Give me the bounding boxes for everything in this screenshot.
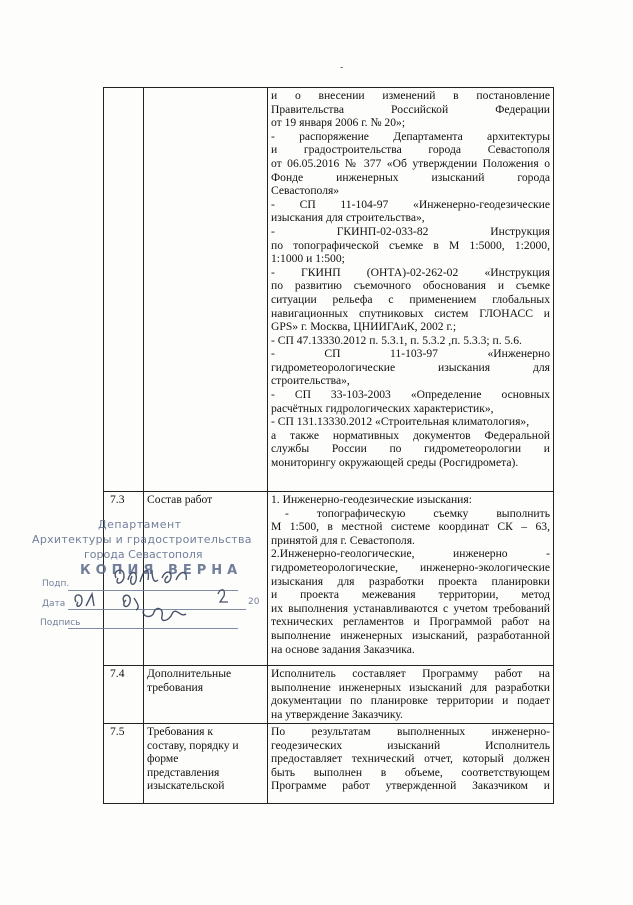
requirements-table <box>103 87 554 804</box>
row-content: 1. Инженерно-геодезические изыскания: - топографическую съемку выполнить М 1:500, в местной системе координат СК – 63, принятой для г. Севастополя. 2.Инженерно-геологические, инженерно - гидрометеорологические, инженерно-экологические изыскания для разработки проекта планировки и проекта межевания территории, метод их выполнения устанавливаются с учетом требований технических регламентов и Программой работ на выполнение инженерных изысканий, разработанной на основе задания Заказчика. <box>268 492 554 666</box>
stamp-label-position: Подп. <box>42 579 70 589</box>
table-row-7-4 <box>104 666 554 724</box>
table-row-continuation <box>104 88 554 492</box>
cell-title-empty <box>144 88 268 492</box>
stamp-label-signature: Подпись <box>40 618 81 628</box>
row-title: Состав работ <box>144 492 268 666</box>
row-number: 7.3 <box>104 492 144 666</box>
row-title: Требования к составу, порядку и форме представления изыскательской <box>144 724 268 804</box>
stamp-label-date: Дата <box>42 599 66 609</box>
row-content: Исполнитель составляет Программу работ на выполнение инженерных изысканий для разработки документации по планировке территории и подает на утверждение Заказчику. <box>268 666 554 724</box>
table-row-7-3 <box>104 492 554 666</box>
row-number: 7.4 <box>104 666 144 724</box>
row-content: По результатам выполненных инженерно- геодезических изысканий Исполнитель предоставляет технический отчет, который должен быть выполнен в объеме, соответствующем Программе работ утвержденной Заказчиком и <box>268 724 554 804</box>
table-row-7-5 <box>104 724 554 804</box>
cell-normative-documents: и о внесении изменений в постановление Правительства Российской Федерации от 19 января 2006 г. № 20»; - распоряжение Департамента архитектуры и градостроительства города Севастополя от 06.05.2016 № 377 «Об утверждении Положения о Фонде инженерных изысканий города Севастополя» - СП 11-104-97 «Инженерно-геодезические изыскания для строительства», - ГКИНП-02-033-82 Инструкция по топографической съемке в М 1:5000, 1:2000, 1:1000 и 1:500; - ГКИНП (ОНТА)-02-262-02 «Инструкция по развитию съемочного обоснования и съемке ситуации рельефа с применением глобальных навигационных спутниковых систем ГЛОНАСС и GPS» г. Москва, ЦНИИГАиК, 2002 г.; - СП 47.13330.2012 п. 5.3.1, п. 5.3.2 ,п. 5.3.3; п. 5.6. - СП 11-103-97 «Инженерно гидрометеорологические изыскания для строительства», - СП 33-103-2003 «Определение основных расчётных гидрологических характеристик», - СП 131.13330.2012 «Строительная климатология», а также нормативных документов Федеральной службы России по гидрометеорологии и мониторингу окружающей среды (Росгидромета). <box>268 88 554 492</box>
stamp-department: Департамент <box>98 518 182 531</box>
cell-number-empty <box>104 88 144 492</box>
page-top-mark: - <box>340 62 344 73</box>
row-number: 7.5 <box>104 724 144 804</box>
stamp-architecture: Архитектуры и градостроительства <box>32 533 252 546</box>
stamp-year: 20 <box>248 597 260 607</box>
row-title: Дополнительные требования <box>144 666 268 724</box>
stamp-city: города Севастополя <box>84 548 203 561</box>
stamp-copy-true: КОПИЯ ВЕРНА <box>80 563 243 578</box>
